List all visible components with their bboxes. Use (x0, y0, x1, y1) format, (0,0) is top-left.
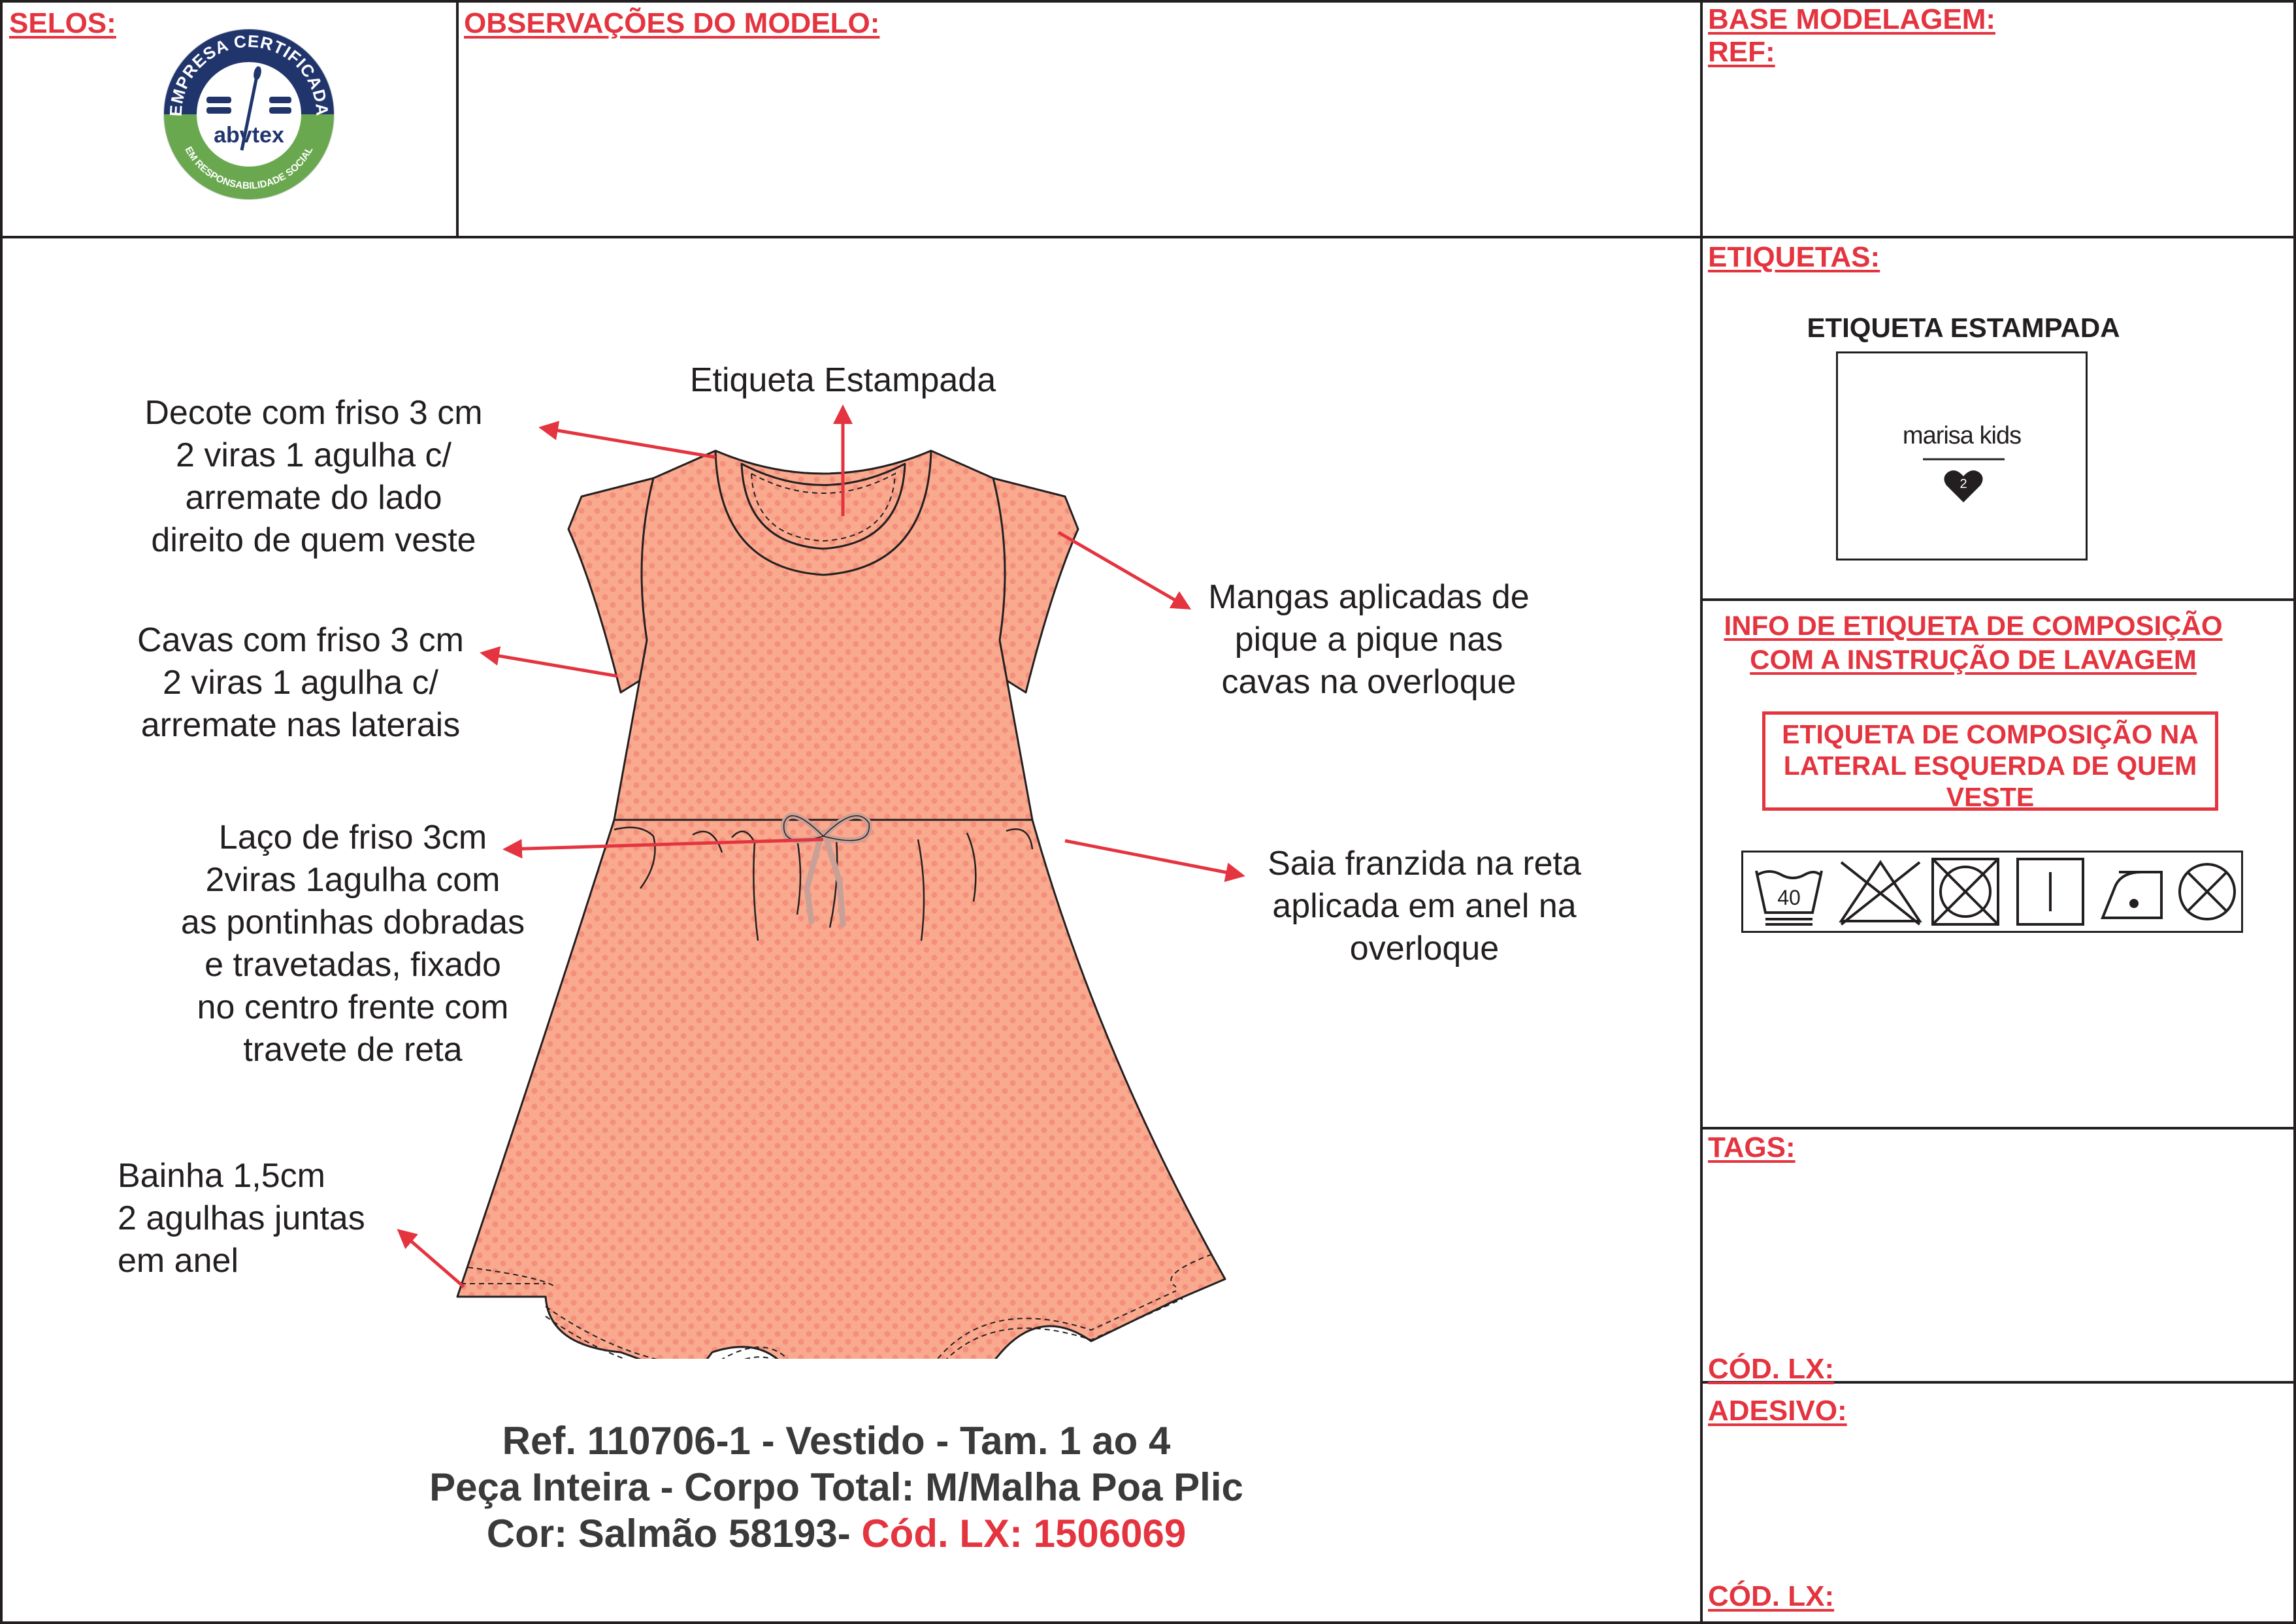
line-dry-icon (2018, 859, 2083, 924)
product-color: Cor: Salmão 58193- Cód. LX: 1506069 (486, 1512, 1187, 1555)
seal-top-text: EMPRESA CERTIFICADA (165, 31, 333, 117)
ref-header: REF: (1708, 36, 1775, 68)
label-size: 2 (1960, 477, 1967, 491)
composition-box: ETIQUETA DE COMPOSIÇÃO NA LATERAL ESQUERDA DE QUEM VESTE (1762, 711, 2218, 811)
no-bleach-icon (1841, 862, 1920, 924)
no-tumble-dry-icon (1933, 859, 1998, 924)
neckline-note: Decote com friso 3 cm 2 viras 1 agulha c/ arremate do lado direito de quem veste (144, 394, 483, 559)
heart-size-icon (1838, 458, 2090, 562)
seal-brand: abvtex (214, 123, 284, 148)
labels-header: ETIQUETAS: (1708, 241, 1880, 273)
product-fabric: Peça Inteira - Corpo Total: M/Malha Poa Plic (429, 1465, 1243, 1509)
care-symbols (1741, 851, 2243, 933)
iron-low-icon (2103, 872, 2161, 918)
product-code: Cód. LX: 1506069 (861, 1512, 1187, 1555)
printed-label-title: ETIQUETA ESTAMPADA (1807, 312, 2120, 343)
wash-40-icon (1756, 871, 1822, 924)
no-dry-clean-icon (2180, 864, 2235, 919)
hem-note: Bainha 1,5cm 2 agulhas juntas em anel (118, 1157, 365, 1280)
product-ref: Ref. 110706-1 - Vestido - Tam. 1 ao 4 (502, 1419, 1171, 1463)
bow-note: Laço de friso 3cm 2viras 1agulha com as pontinhas dobradas e travetadas, fixado no centro frente com travete de reta (180, 819, 525, 1069)
svg-text:40: 40 (1777, 886, 1801, 909)
sticker-code-label: CÓD. LX: (1708, 1580, 1835, 1612)
sleeves-note: Mangas aplicadas de pique a pique nas cavas na overloque (1208, 578, 1530, 701)
skirt-note: Saia franzida na reta aplicada em anel na overloque (1268, 845, 1581, 967)
seal-bottom-text: EM RESPONSABILIDADE SOCIAL (182, 144, 316, 192)
model-notes-header: OBSERVAÇÕES DO MODELO: (464, 7, 880, 39)
sticker-header: ADESIVO: (1708, 1395, 1847, 1427)
composition-info-title: INFO DE ETIQUETA DE COMPOSIÇÃO COM A INSTRUÇÃO DE LAVAGEM (1724, 610, 2223, 675)
label-brand: marisa kids (1902, 422, 2022, 449)
tags-code-label: CÓD. LX: (1708, 1353, 1835, 1385)
tags-header: TAGS: (1708, 1131, 1796, 1163)
armholes-note: Cavas com friso 3 cm 2 viras 1 agulha c/ arremate nas laterais (137, 621, 464, 744)
printed-label-note: Etiqueta Estampada (689, 361, 996, 399)
printed-label-box (1836, 351, 2088, 560)
seals-header: SELOS: (9, 7, 116, 39)
base-pattern-header: BASE MODELAGEM: (1708, 3, 1995, 35)
product-info (248, 1418, 1424, 1557)
